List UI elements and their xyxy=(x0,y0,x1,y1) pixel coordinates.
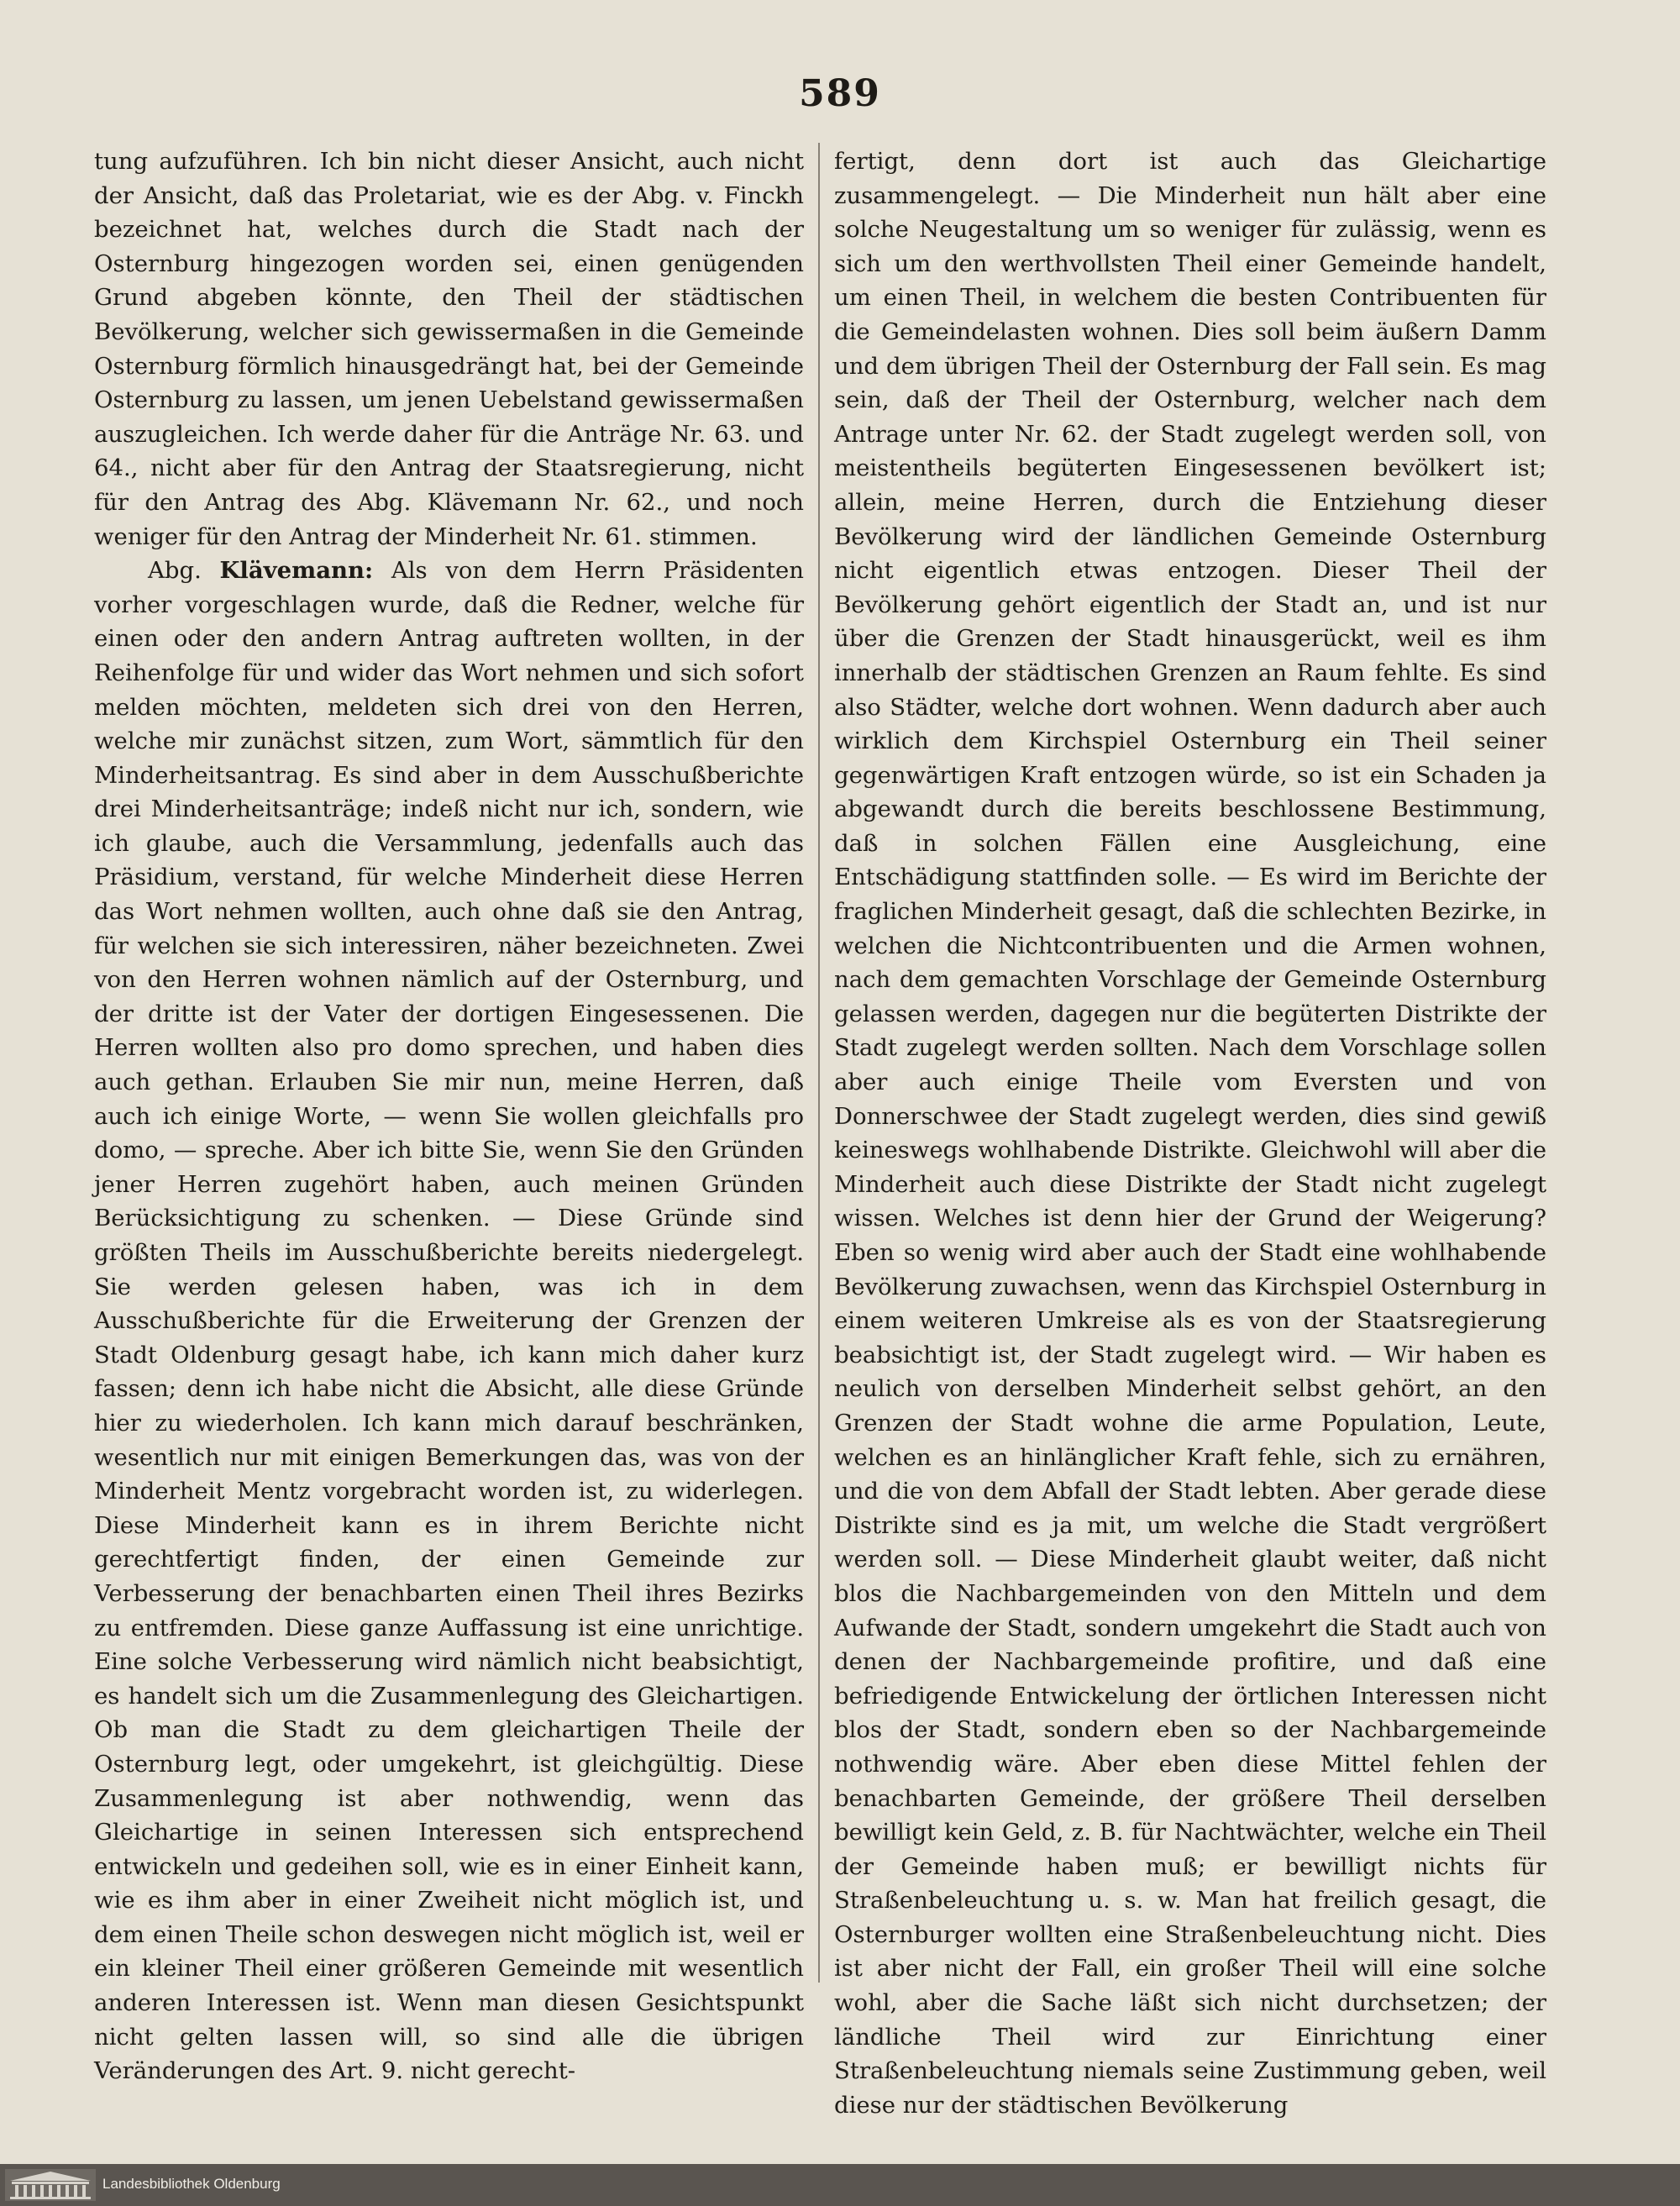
paragraph-continuation: tung aufzuführen. Ich bin nicht dieser Ansicht, auch nicht der Ansicht, daß das Proletariat, wie es der Abg. v. Finckh bezeichnet hat, welches durch die Stadt nach der Osternburg hingezogen worden sei, einen genügenden Grund abgeben könnte, den Theil der städtischen Bevölkerung, welcher sich gewissermaßen in die Gemeinde Osternburg förmlich hinausgedrängt hat, bei der Gemeinde Osternburg zu lassen, um jenen Uebelstand gewissermaßen auszugleichen. Ich werde daher für die Anträge Nr. 63. und 64., nicht aber für den Antrag der Staatsregierung, nicht für den Antrag des Abg. Klävemann Nr. 62., und noch weniger für den Antrag der Minderheit Nr. 61. stimmen. xyxy=(94,148,804,550)
paragraph-continuation: fertigt, denn dort ist auch das Gleichartige zusammengelegt. — Die Minderheit nun hält aber eine solche Neugestaltung um so weniger für zulässig, wenn es sich um den werthvollsten Theil einer Gemeinde handelt, um einen Theil, in welchem die besten Contribuenten für die Gemeindelasten wohnen. Dies soll beim äußern Damm und dem übrigen Theil der Osternburg der Fall sein. Es mag sein, daß der Theil der Osternburg, welcher nach dem Antrage unter Nr. 62. der Stadt zugelegt werden soll, von meistentheils begüterten Eingesessenen bevölkert ist; allein, meine Herren, durch die Entziehung dieser Bevölkerung wird der ländlichen Gemeinde Osternburg nicht eigentlich etwas entzogen. Dieser Theil der Bevölkerung gehört eigentlich der Stadt an, und ist nur über die Grenzen der Stadt hinausgerückt, weil es ihm innerhalb der städtischen Grenzen an Raum fehlte. Es sind also Städter, welche dort wohnen. Wenn dadurch aber auch wirklich dem Kirchspiel Osternburg ein Theil seiner gegenwärtigen Kraft entzogen würde, so ist ein Schaden ja abgewandt durch die bereits beschlossene Bestimmung, daß in solchen Fällen eine Ausgleichung, eine Entschädigung stattfinden solle. — Es wird im Berichte der fraglichen Minderheit gesagt, daß die schlechten Bezirke, in welchen die Nichtcontribuenten und die Armen wohnen, nach dem gemachten Vorschlage der Gemeinde Osternburg gelassen werden, dagegen nur die begüterten Distrikte der Stadt zugelegt werden sollten. Nach dem Vorschlage sollen aber auch einige Theile vom Eversten und von Donnerschwee der Stadt zugelegt werden, dies sind gewiß keineswegs wohlhabende Distrikte. Gleichwohl will aber die Minderheit auch diese Distrikte der Stadt nicht zugelegt wissen. Welches ist denn hier der Grund der Weigerung? Eben so wenig wird aber auch der Stadt eine wohlhabende Bevölkerung zuwachsen, wenn das Kirchspiel Osternburg in einem weiteren Umkreise als es von der Staatsregierung beabsichtigt ist, der Stadt zugelegt wird. — Wir haben es neulich von derselben Minderheit selbst gehört, an den Grenzen der Stadt wohne die arme Population, Leute, welchen es an hinlänglicher Kraft fehle, sich zu ernähren, und die von dem Abfall der Stadt lebten. Aber gerade diese Distrikte sind es ja mit, um welche die Stadt vergrößert werden soll. — Diese Minderheit glaubt weiter, daß nicht blos die Nachbargemeinden von den Mitteln und dem Aufwande der Stadt, sondern umgekehrt die Stadt auch von denen der Nachbargemeinde profitire, und daß eine befriedigende Entwickelung der örtlichen Interessen nicht blos der Stadt, sondern eben so der Nachbargemeinde nothwendig wäre. Aber eben diese Mittel fehlen der benachbarten Gemeinde, der größere Theil derselben bewilligt kein Geld, z. B. für Nachtwächter, welche ein Theil der Gemeinde haben muß; er bewilligt nichts für Straßenbeleuchtung u. s. w. Man hat freilich gesagt, die Osternburger wollten eine Straßenbeleuchtung nicht. Dies ist aber nicht der Fall, ein großer Theil will eine solche wohl, aber die Sache läßt sich nicht durchsetzen; der ländliche Theil wird zur Einrichtung einer Straßenbeleuchtung niemals seine Zustimmung geben, weil diese nur der städtischen Bevölkerung xyxy=(834,148,1546,2119)
speech-text: Als von dem Herrn Präsidenten vorher vorgeschlagen wurde, daß die Redner, welche für einen oder den andern Antrag auftreten wollten, in der Reihenfolge für und wider das Wort nehmen und sich sofort melden möchten, meldeten sich drei von den Herren, welche mir zunächst sitzen, zum Wort, sämmtlich für den Minderheitsantrag. Es sind aber in dem Ausschußberichte drei Minderheitsanträge; indeß nicht nur ich, sondern, wie ich glaube, auch die Versammlung, jedenfalls auch das Präsidium, verstand, für welche Minderheit diese Herren das Wort nehmen wollten, auch ohne daß sie den Antrag, für welchen sie sich interessiren, näher bezeichneten. Zwei von den Herren wohnen nämlich auf der Osternburg, und der dritte ist der Vater der dortigen Eingesessenen. Die Herren wollten also pro domo sprechen, und haben dies auch gethan. Erlauben Sie mir nun, meine Herren, daß auch ich einige Worte, — wenn Sie wollen gleichfalls pro domo, — spreche. Aber ich bitte Sie, wenn Sie den Gründen jener Herren zugehört haben, auch meinen Gründen Berücksichtigung zu schenken. — Diese Gründe sind größten Theils im Ausschußberichte bereits niedergelegt. Sie werden gelesen haben, was ich in dem Ausschußberichte für die Erweiterung der Grenzen der Stadt Oldenburg gesagt habe, ich kann mich daher kurz fassen; denn ich habe nicht die Absicht, alle diese Gründe hier zu wiederholen. Ich kann mich darauf beschränken, wesentlich nur mit einigen Bemerkungen das, was von der Minderheit Mentz vorgebracht worden ist, zu widerlegen. Diese Minderheit kann es in ihrem Berichte nicht gerechtfertigt finden, der einen Gemeinde zur Verbesserung der benachbarten einen Theil ihres Bezirks zu entfremden. Diese ganze Auffassung ist eine unrichtige. Eine solche Verbesserung wird nämlich nicht beabsichtigt, es handelt sich um die Zusammenlegung des Gleichartigen. Ob man die Stadt zu dem gleichartigen Theile der Osternburg legt, oder umgekehrt, ist gleichgültig. Diese Zusammenlegung ist aber nothwendig, wenn das Gleichartige in seinen Interessen sich entsprechend entwickeln und gedeihen soll, wie es in einer Einheit kann, wie es ihm aber in einer Zweiheit nicht möglich ist, und dem einen Theile schon deswegen nicht möglich ist, weil er ein kleiner Theil einer größeren Gemeinde mit wesentlich anderen Interessen ist. Wenn man diesen Gesichtspunkt nicht gelten lassen will, so sind alle die übrigen Veränderungen des Art. 9. nicht gerecht- xyxy=(94,557,804,2085)
footer-bar xyxy=(0,2164,1680,2206)
footer-institution-label: Landesbibliothek Oldenburg xyxy=(102,2176,281,2192)
column-divider xyxy=(818,143,820,1983)
speaker-prefix: Abg. xyxy=(148,557,202,585)
right-text-column xyxy=(834,144,1546,2119)
speech-paragraph xyxy=(94,554,804,2088)
speaker-name: Klävemann: xyxy=(219,557,374,585)
page-number: 589 xyxy=(799,72,881,115)
library-building-icon xyxy=(5,2169,96,2201)
left-text-column xyxy=(94,144,804,2085)
